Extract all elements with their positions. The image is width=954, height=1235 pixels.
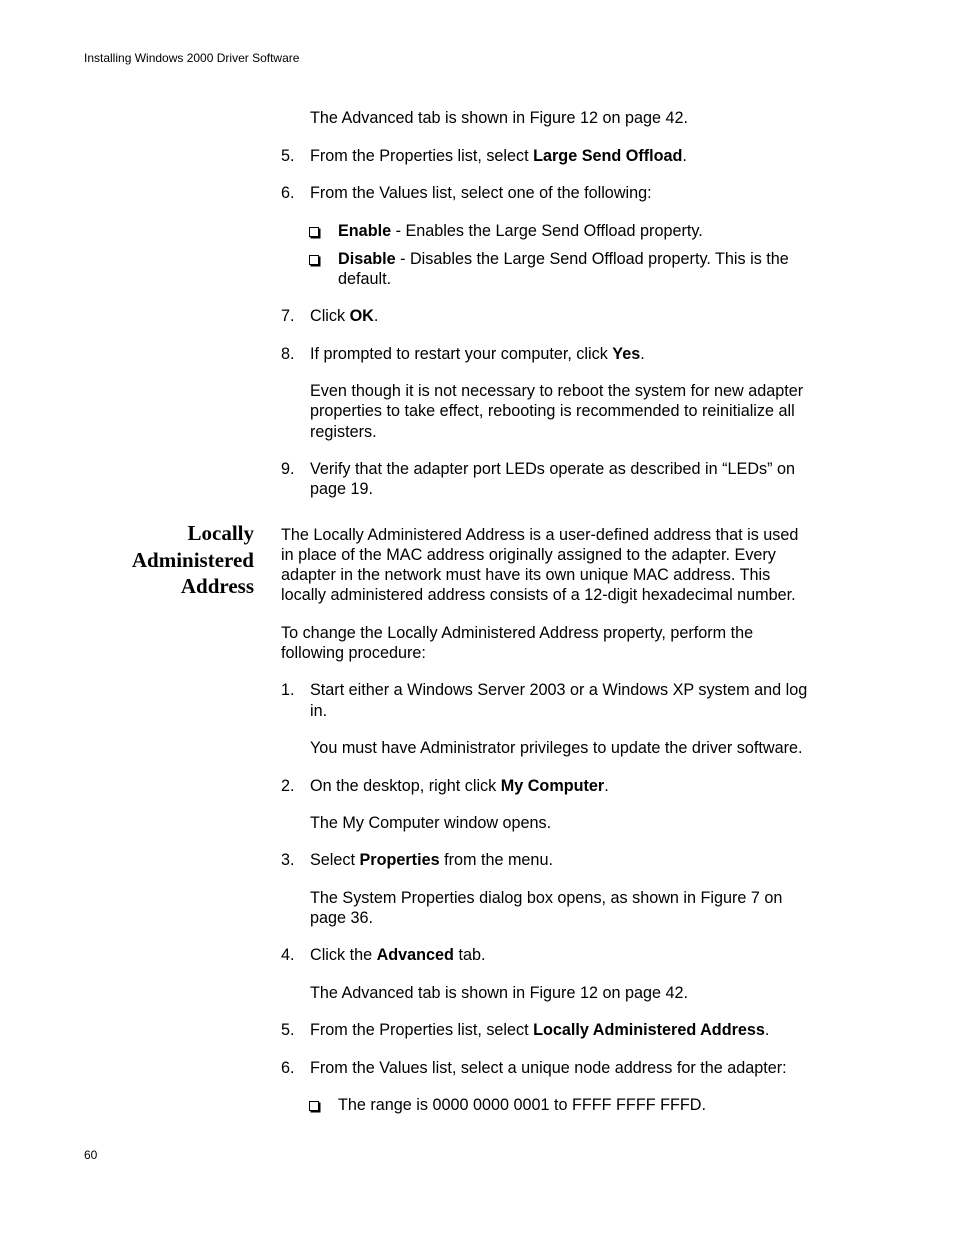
paragraph-reboot: registers. xyxy=(310,423,377,441)
step-number: 1. xyxy=(281,681,295,699)
checkbox-bullet-icon xyxy=(309,227,319,237)
checkbox-bullet-icon xyxy=(309,255,319,265)
step-number: 9. xyxy=(281,460,295,478)
step-number: 2. xyxy=(281,777,295,795)
intro-paragraph: adapter in the network must have its own unique MAC address. This xyxy=(281,566,771,584)
bullet-disable: Disable - Disables the Large Send Offload property. This is the xyxy=(338,250,789,268)
intro-paragraph: The Locally Administered Address is a user-defined address that is used xyxy=(281,526,799,544)
step-6-text: From the Values list, select a unique node address for the adapter: xyxy=(310,1059,787,1077)
bullet-disable-cont: default. xyxy=(338,270,392,288)
paragraph-sysprop: page 36. xyxy=(310,909,374,927)
step-5-text: From the Properties list, select Locally Administered Address. xyxy=(310,1021,770,1039)
step-number: 4. xyxy=(281,946,295,964)
step-9-text-cont: page 19. xyxy=(310,480,374,498)
procedure-intro: To change the Locally Administered Address property, perform the xyxy=(281,624,754,642)
step-3-text: Select Properties from the menu. xyxy=(310,851,553,869)
paragraph-sysprop: The System Properties dialog box opens, as shown in Figure 7 on xyxy=(310,889,783,907)
step-number: 3. xyxy=(281,851,295,869)
paragraph-reboot: properties to take effect, rebooting is recommended to reinitialize all xyxy=(310,402,795,420)
intro-paragraph: locally administered address consists of a 12-digit hexadecimal number. xyxy=(281,586,796,604)
step-5-text: From the Properties list, select Large Send Offload. xyxy=(310,147,687,165)
running-header: Installing Windows 2000 Driver Software xyxy=(84,51,300,65)
page-number: 60 xyxy=(84,1148,98,1162)
step-number: 5. xyxy=(281,147,295,165)
step-4-text: Click the Advanced tab. xyxy=(310,946,486,964)
step-9-text: Verify that the adapter port LEDs operate as described in “LEDs” on xyxy=(310,460,795,478)
step-number: 6. xyxy=(281,1059,295,1077)
step-8-text: If prompted to restart your computer, click Yes. xyxy=(310,345,645,363)
bullet-range: The range is 0000 0000 0001 to FFFF FFFF FFFD. xyxy=(338,1096,706,1114)
step-1-text-cont: in. xyxy=(310,702,328,720)
step-6-text: From the Values list, select one of the following: xyxy=(310,184,652,202)
step-7-text: Click OK. xyxy=(310,307,379,325)
step-number: 7. xyxy=(281,307,295,325)
paragraph-reboot: Even though it is not necessary to reboot the system for new adapter xyxy=(310,382,804,400)
step-2-text: On the desktop, right click My Computer. xyxy=(310,777,609,795)
paragraph-mycomputer: The My Computer window opens. xyxy=(310,814,552,832)
paragraph-advanced-tab: The Advanced tab is shown in Figure 12 on page 42. xyxy=(310,109,688,127)
paragraph-admin: You must have Administrator privileges to update the driver software. xyxy=(310,739,803,757)
step-1-text: Start either a Windows Server 2003 or a Windows XP system and log xyxy=(310,681,808,699)
intro-paragraph: in place of the MAC address originally assigned to the adapter. Every xyxy=(281,546,776,564)
paragraph-advanced-tab: The Advanced tab is shown in Figure 12 on page 42. xyxy=(310,984,688,1002)
step-number: 8. xyxy=(281,345,295,363)
step-number: 5. xyxy=(281,1021,295,1039)
section-heading: Locally Administered Address xyxy=(131,521,254,598)
step-number: 6. xyxy=(281,184,295,202)
procedure-intro: following procedure: xyxy=(281,644,426,662)
checkbox-bullet-icon xyxy=(309,1101,319,1111)
bullet-enable: Enable - Enables the Large Send Offload property. xyxy=(338,222,703,240)
